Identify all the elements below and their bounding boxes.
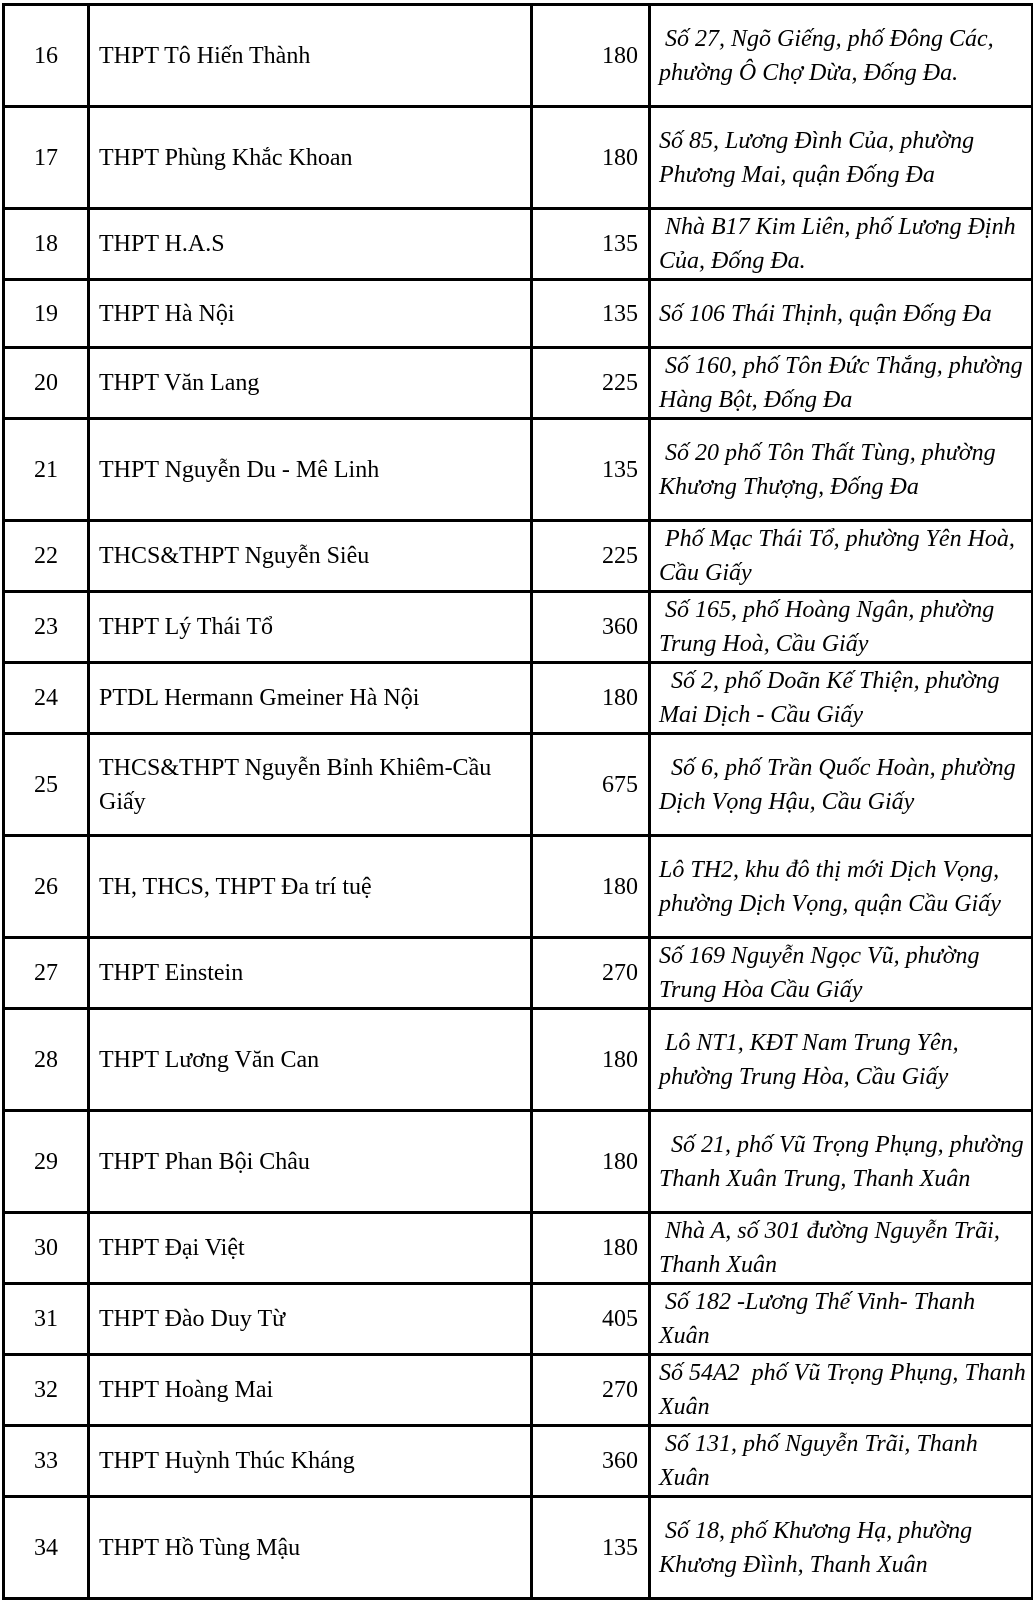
row-number-cell: 16 <box>4 5 89 107</box>
table-row <box>4 663 1033 734</box>
row-number-cell: 21 <box>4 419 89 521</box>
quota-cell: 180 <box>532 1009 650 1111</box>
table-row <box>4 1426 1033 1497</box>
school-name-cell: THPT H.A.S <box>89 209 532 280</box>
address-cell: Số 131, phố Nguyễn Trãi, Thanh Xuân <box>650 1426 1033 1497</box>
school-name-cell: THPT Văn Lang <box>89 348 532 419</box>
quota-cell: 135 <box>532 280 650 348</box>
quota-cell: 270 <box>532 938 650 1009</box>
school-name-cell: THPT Einstein <box>89 938 532 1009</box>
address-cell: Số 169 Nguyễn Ngọc Vũ, phường Trung Hòa Cầu Giấy <box>650 938 1033 1009</box>
address-cell: Số 106 Thái Thịnh, quận Đống Đa <box>650 280 1033 348</box>
row-number-cell: 24 <box>4 663 89 734</box>
table-row <box>4 209 1033 280</box>
table-body <box>4 5 1033 1599</box>
row-number-cell: 32 <box>4 1355 89 1426</box>
quota-cell: 180 <box>532 836 650 938</box>
quota-cell: 180 <box>532 1213 650 1284</box>
table-row <box>4 280 1033 348</box>
school-name-cell: THPT Lương Văn Can <box>89 1009 532 1111</box>
quota-cell: 180 <box>532 5 650 107</box>
quota-cell: 180 <box>532 663 650 734</box>
row-number-cell: 29 <box>4 1111 89 1213</box>
address-cell: Phố Mạc Thái Tổ, phường Yên Hoà, Cầu Giấy <box>650 521 1033 592</box>
quota-cell: 675 <box>532 734 650 836</box>
address-cell: Số 165, phố Hoàng Ngân, phường Trung Hoà, Cầu Giấy <box>650 592 1033 663</box>
address-cell: Nhà A, số 301 đường Nguyễn Trãi, Thanh Xuân <box>650 1213 1033 1284</box>
quota-cell: 135 <box>532 1497 650 1599</box>
table-row <box>4 1284 1033 1355</box>
table-row <box>4 348 1033 419</box>
quota-cell: 180 <box>532 107 650 209</box>
row-number-cell: 28 <box>4 1009 89 1111</box>
table-row <box>4 521 1033 592</box>
row-number-cell: 18 <box>4 209 89 280</box>
school-name-cell: THPT Tô Hiến Thành <box>89 5 532 107</box>
table-row <box>4 938 1033 1009</box>
row-number-cell: 34 <box>4 1497 89 1599</box>
school-name-cell: THPT Lý Thái Tổ <box>89 592 532 663</box>
school-name-cell: THPT Phùng Khắc Khoan <box>89 107 532 209</box>
row-number-cell: 31 <box>4 1284 89 1355</box>
row-number-cell: 25 <box>4 734 89 836</box>
school-name-cell: THPT Đào Duy Từ <box>89 1284 532 1355</box>
quota-cell: 180 <box>532 1111 650 1213</box>
address-cell: Số 21, phố Vũ Trọng Phụng, phường Thanh Xuân Trung, Thanh Xuân <box>650 1111 1033 1213</box>
school-name-cell: PTDL Hermann Gmeiner Hà Nội <box>89 663 532 734</box>
row-number-cell: 17 <box>4 107 89 209</box>
table-row <box>4 1009 1033 1111</box>
schools-table <box>2 3 1033 1600</box>
school-name-cell: TH, THCS, THPT Đa trí tuệ <box>89 836 532 938</box>
address-cell: Số 182 -Lương Thế Vinh- Thanh Xuân <box>650 1284 1033 1355</box>
quota-cell: 225 <box>532 348 650 419</box>
table-row <box>4 107 1033 209</box>
table-row <box>4 1355 1033 1426</box>
quota-cell: 270 <box>532 1355 650 1426</box>
school-name-cell: THPT Huỳnh Thúc Kháng <box>89 1426 532 1497</box>
row-number-cell: 23 <box>4 592 89 663</box>
row-number-cell: 33 <box>4 1426 89 1497</box>
address-cell: Số 85, Lương Đình Của, phường Phương Mai, quận Đống Đa <box>650 107 1033 209</box>
row-number-cell: 22 <box>4 521 89 592</box>
address-cell: Số 2, phố Doãn Kế Thiện, phường Mai Dịch - Cầu Giấy <box>650 663 1033 734</box>
table-row <box>4 734 1033 836</box>
table-row <box>4 5 1033 107</box>
address-cell: Lô TH2, khu đô thị mới Dịch Vọng, phường Dịch Vọng, quận Cầu Giấy <box>650 836 1033 938</box>
row-number-cell: 19 <box>4 280 89 348</box>
quota-cell: 360 <box>532 1426 650 1497</box>
table-row <box>4 419 1033 521</box>
school-name-cell: THCS&THPT Nguyễn Siêu <box>89 521 532 592</box>
row-number-cell: 20 <box>4 348 89 419</box>
quota-cell: 405 <box>532 1284 650 1355</box>
address-cell: Số 18, phố Khương Hạ, phường Khương Đìình, Thanh Xuân <box>650 1497 1033 1599</box>
address-cell: Số 160, phố Tôn Đức Thắng, phường Hàng Bột, Đống Đa <box>650 348 1033 419</box>
row-number-cell: 30 <box>4 1213 89 1284</box>
table-row <box>4 836 1033 938</box>
address-cell: Số 20 phố Tôn Thất Tùng, phường Khương Thượng, Đống Đa <box>650 419 1033 521</box>
school-name-cell: THPT Phan Bội Châu <box>89 1111 532 1213</box>
address-cell: Nhà B17 Kim Liên, phố Lương Định Của, Đống Đa. <box>650 209 1033 280</box>
row-number-cell: 27 <box>4 938 89 1009</box>
table-row <box>4 592 1033 663</box>
address-cell: Số 54A2 phố Vũ Trọng Phụng, Thanh Xuân <box>650 1355 1033 1426</box>
school-name-cell: THPT Hà Nội <box>89 280 532 348</box>
quota-cell: 135 <box>532 419 650 521</box>
school-name-cell: THPT Nguyễn Du - Mê Linh <box>89 419 532 521</box>
quota-cell: 225 <box>532 521 650 592</box>
table-row <box>4 1213 1033 1284</box>
table-row <box>4 1111 1033 1213</box>
school-name-cell: THPT Hồ Tùng Mậu <box>89 1497 532 1599</box>
row-number-cell: 26 <box>4 836 89 938</box>
address-cell: Lô NT1, KĐT Nam Trung Yên, phường Trung Hòa, Cầu Giấy <box>650 1009 1033 1111</box>
address-cell: Số 27, Ngõ Giếng, phố Đông Các, phường Ô Chợ Dừa, Đống Đa. <box>650 5 1033 107</box>
quota-cell: 360 <box>532 592 650 663</box>
table-row <box>4 1497 1033 1599</box>
address-cell: Số 6, phố Trần Quốc Hoàn, phường Dịch Vọng Hậu, Cầu Giấy <box>650 734 1033 836</box>
school-name-cell: THPT Hoàng Mai <box>89 1355 532 1426</box>
school-name-cell: THCS&THPT Nguyễn Bỉnh Khiêm-Cầu Giấy <box>89 734 532 836</box>
quota-cell: 135 <box>532 209 650 280</box>
school-name-cell: THPT Đại Việt <box>89 1213 532 1284</box>
